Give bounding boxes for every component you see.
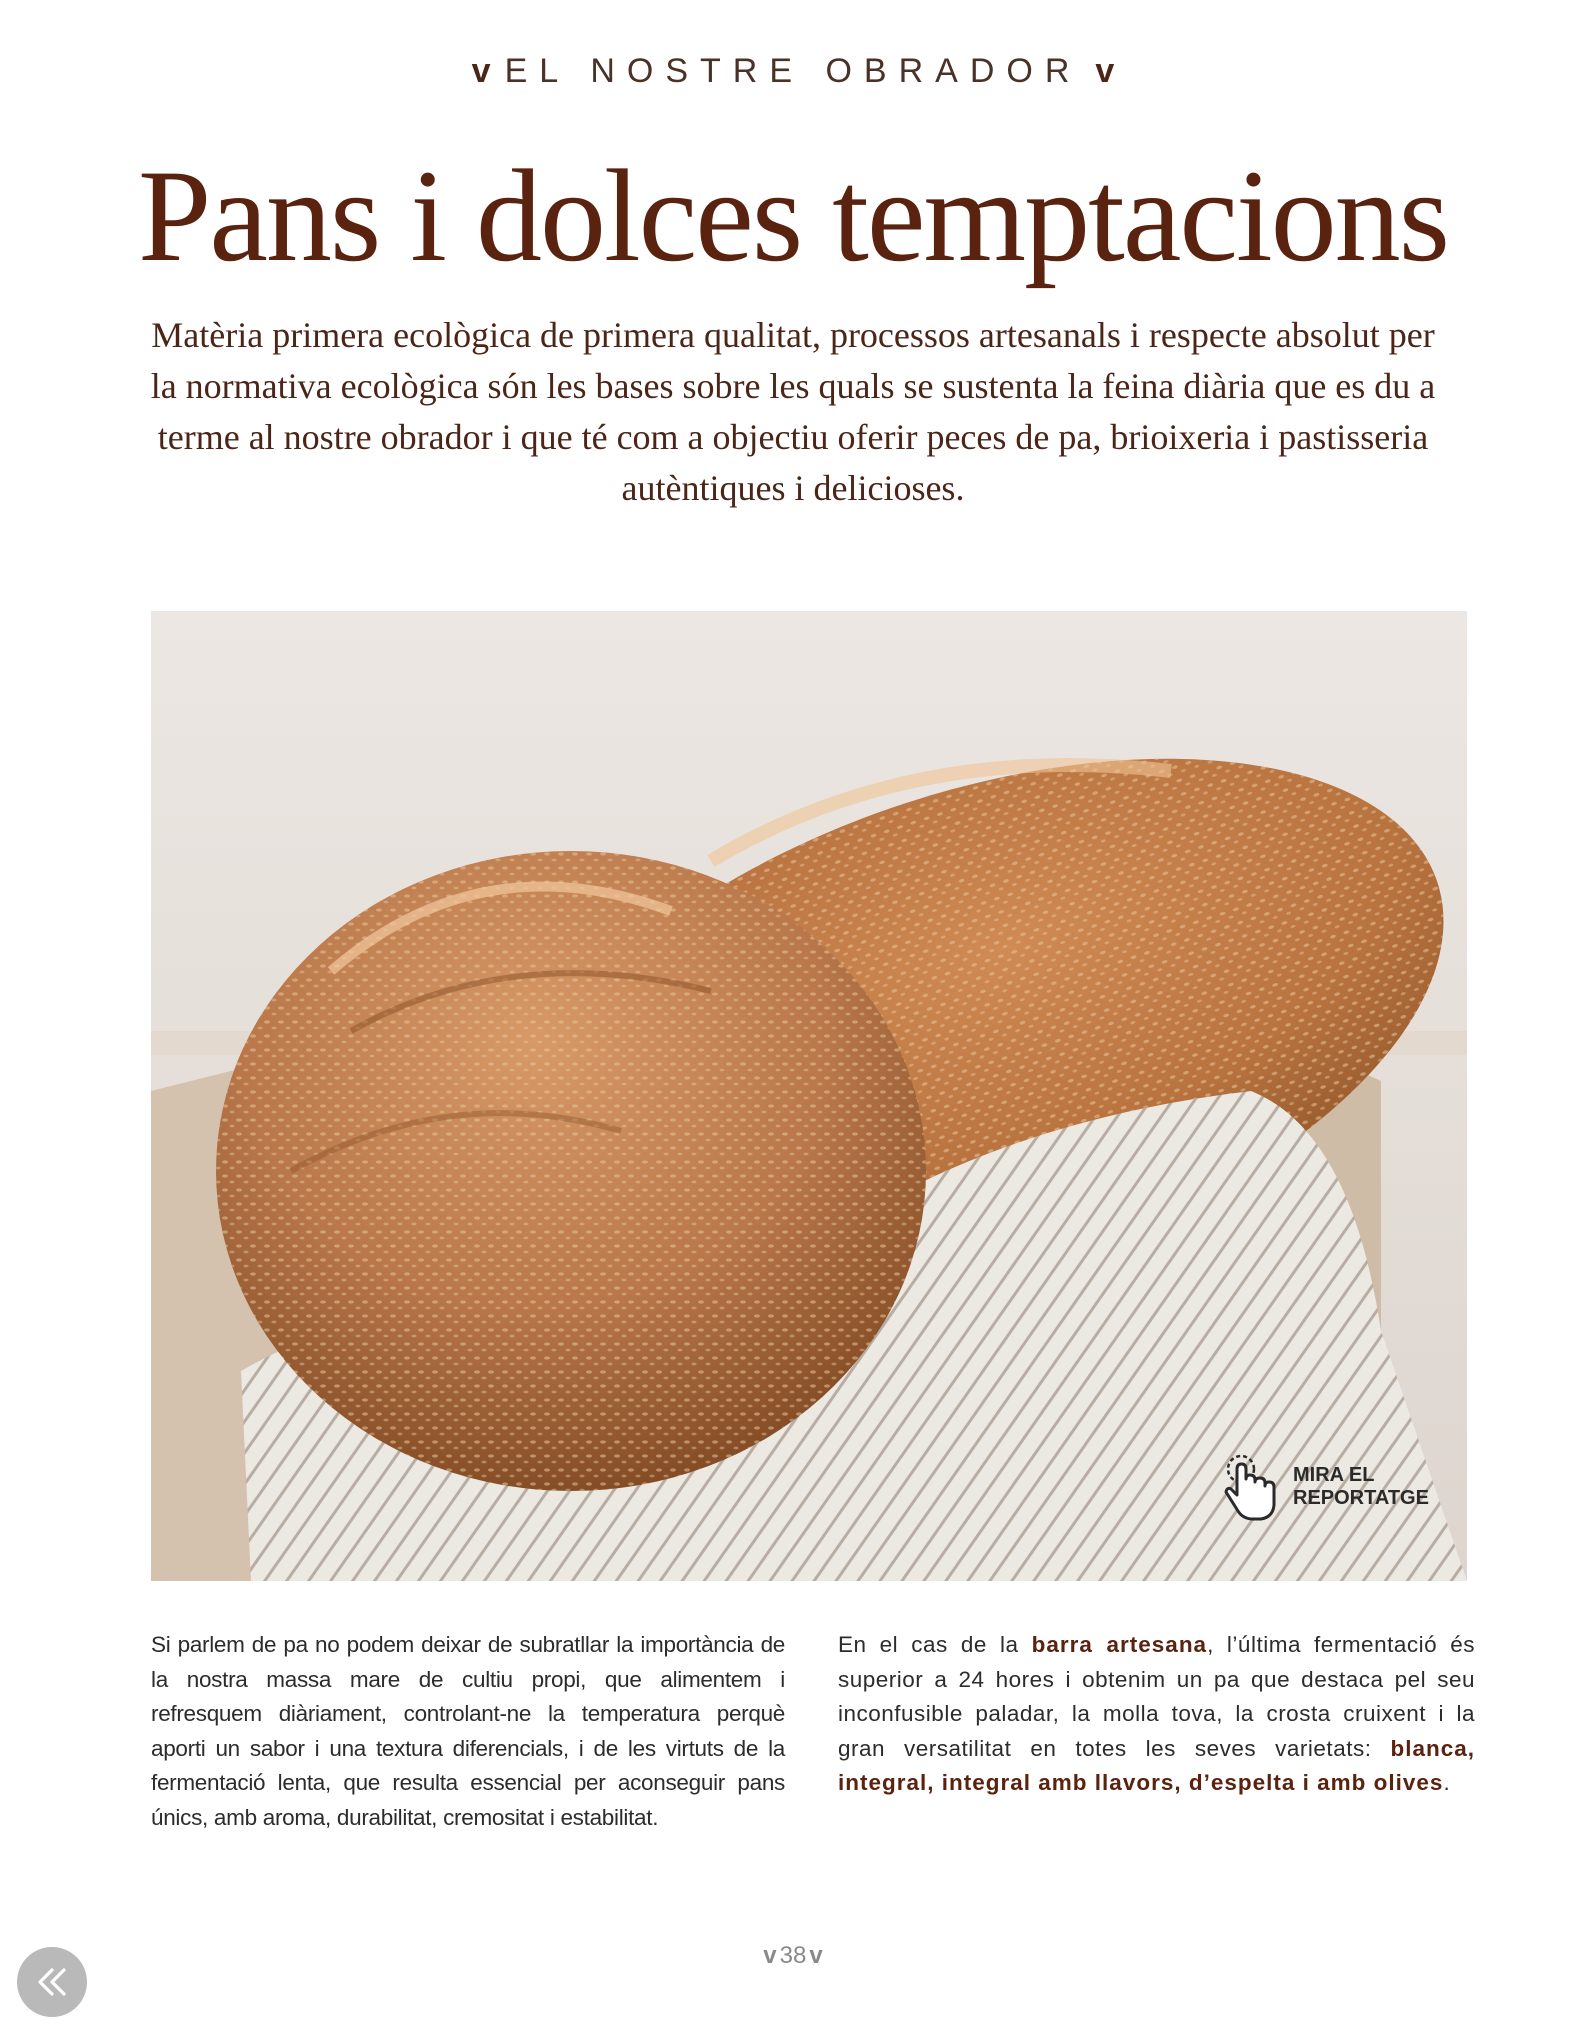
body-right-text-2: , l’última fermentació és superior a 24 hores i obtenim un pa que destaca pel seu inconfusible paladar, la molla tova, la crosta cruixent i la gran versatilitat en totes les seves varietats: (838, 1632, 1475, 1761)
page-number (0, 1942, 1586, 1970)
bread-illustration (151, 611, 1467, 1581)
body-right-column (838, 1628, 1475, 1801)
page-number-value: 38 (779, 1942, 807, 1969)
highlight-barra-artesana: barra artesana (1031, 1632, 1208, 1657)
body-right-text-3: . (1443, 1770, 1451, 1795)
page-mark-left: v (763, 1942, 777, 1969)
bread-photo (151, 611, 1467, 1581)
watch-report-label (1293, 1464, 1443, 1510)
double-chevron-left-icon (32, 1962, 72, 2002)
section-mark-right: v (1095, 52, 1115, 90)
back-button[interactable] (17, 1947, 87, 2017)
cta-line-1: MIRA EL (1293, 1464, 1375, 1486)
hand-tap-icon (1221, 1451, 1281, 1523)
page-mark-right: v (809, 1942, 823, 1969)
cta-line-2: REPORTATGE (1293, 1487, 1429, 1509)
intro-paragraph: Matèria primera ecològica de primera qualitat, processos artesanals i respecte absolut per la normativa ecològica són les bases sobre les quals se sustenta la feina diària que es du a terme al nostre obrador i que té com a objectiu oferir peces de pa, brioixeria i pastisseria autèntiques i delicioses. (150, 315, 1436, 508)
body-right-text-1: En el cas de la (838, 1632, 1032, 1657)
page-title: Pans i dolces temptacions (137, 142, 1449, 289)
highlight-varieties: blanca, integral, integral amb llavors, d’espelta i amb olives (838, 1735, 1475, 1795)
section-mark-left: v (471, 52, 491, 90)
body-left-column: Si parlem de pa no podem deixar de subratllar la importància de la nostra massa mare de cultiu propi, que alimentem i refresquem diàriament, controlant-ne la temperatura perquè aporti un sabor i una textura diferencials, i de les virtuts de la fermentació lenta, que resulta essencial per aconseguir pans únics, amb aroma, durabilitat, cremositat i estabilitat. (151, 1632, 785, 1830)
section-label: EL NOSTRE OBRADOR (504, 52, 1082, 90)
section-header (0, 52, 1586, 91)
watch-report-link[interactable] (1221, 1451, 1443, 1523)
